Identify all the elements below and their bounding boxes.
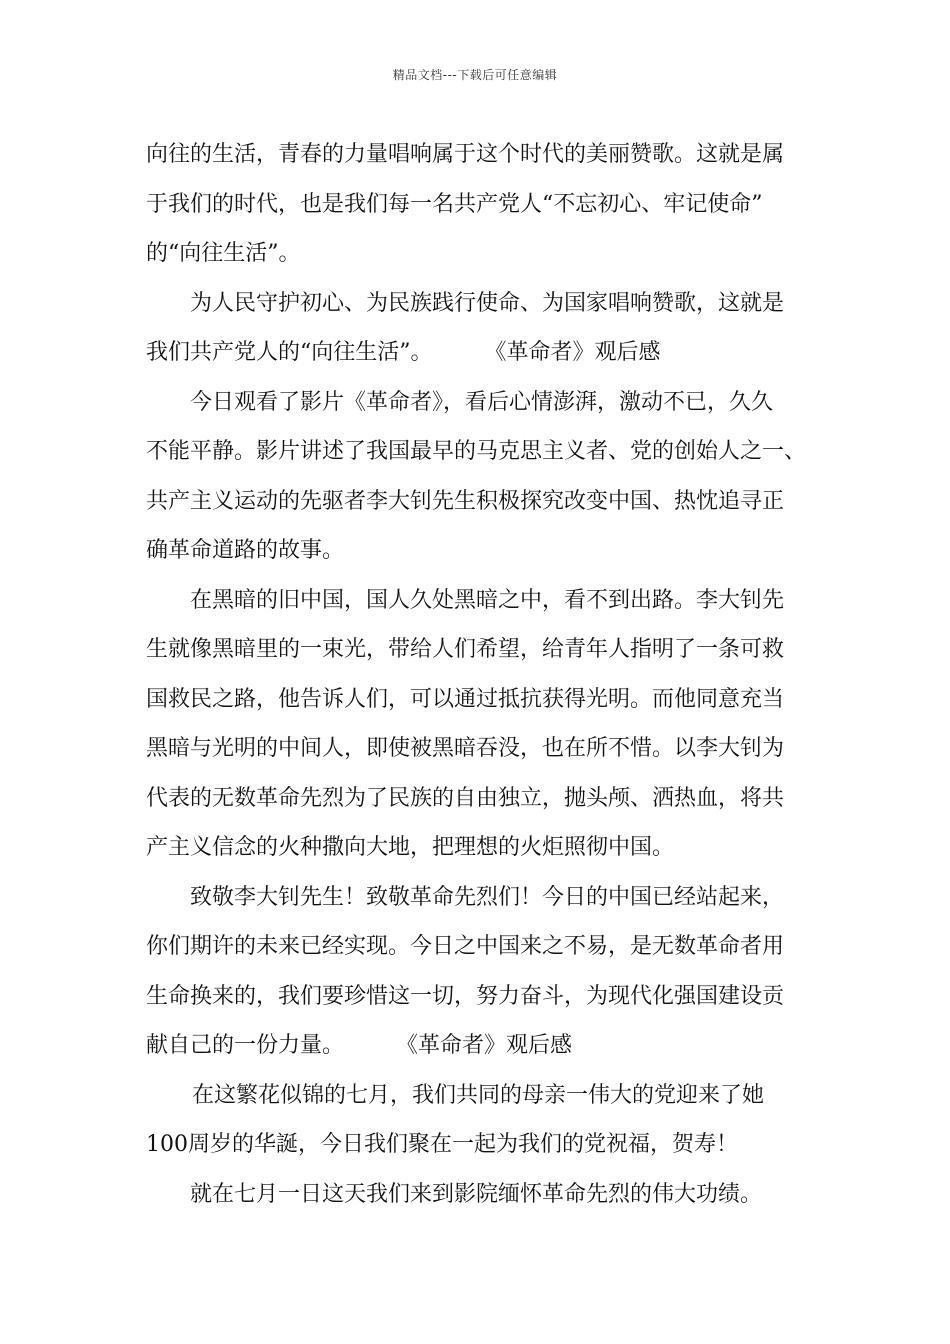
text-segment: 献自己的一份力量。 [146,1033,345,1058]
text-line-with-title [146,328,826,378]
text-line: 于我们的时代，也是我们每一名共产党人“不忘初心、牢记使命” [146,191,763,217]
text-line: 产主义信念的火种撒向大地，把理想的火炬照彻中国。 [146,835,675,860]
text-line: 生命换来的，我们要珍惜这一切，努力奋斗，为现代化强国建设贡 [146,983,785,1009]
text-line: 黑暗与光明的中间人，即使被黑暗吞没，也在所不惜。以李大钊为 [146,736,785,761]
text-line-with-title [146,1021,826,1071]
document-body [146,130,826,1219]
section-title: 《革命者》观后感 [484,340,661,365]
text-line: 100周岁的华誕，今日我们聚在一起为我们的党祝福，贺寿！ [146,1132,738,1157]
text-line: 国救民之路，他告诉人们，可以通过抵抗获得光明。而他同意充当 [146,686,785,712]
text-line: 代表的无数革命先烈为了民族的自由独立，抛头颅、洒热血，将共 [146,785,785,811]
text-line: 在这繁花似锦的七月，我们共同的母亲一伟大的党迎来了她 [192,1082,765,1108]
text-line: 共产主义运动的先驱者李大钊先生积极探究改变中国、热忱追寻正 [146,488,785,514]
text-line: 致敬李大钊先生！致敬革命先烈们！今日的中国已经站起来， [190,884,785,910]
text-line: 你们期许的未来已经实现。今日之中国来之不易，是无数革命者用 [146,934,785,959]
text-line: 就在七月一日这天我们来到影院缅怀革命先烈的伟大功绩。 [190,1181,763,1207]
section-title: 《革命者》观后感 [396,1033,573,1058]
text-line: 今日观看了影片《革命者》，看后心情澎湃，激动不已，久久 [190,389,774,415]
text-line: 的“向往生活”。 [146,241,301,266]
text-line: 为人民守护初心、为民族践行使命、为国家唱响赞歌，这就是 [190,290,785,316]
text-line: 在黑暗的旧中国，国人久处黑暗之中，看不到出路。李大钊先 [190,587,785,613]
text-line: 确革命道路的故事。 [146,538,345,563]
page-header: 精品文档---下载后可任意编辑 [392,68,558,82]
text-segment: 我们共产党人的“向往生活”。 [146,340,433,365]
text-line: 向往的生活，青春的力量唱响属于这个时代的美丽赞歌。这就是属 [146,142,785,167]
text-line: 生就像黑暗里的一束光，带给人们希望，给青年人指明了一条可救 [146,637,785,662]
text-line: 不能平静。影片讲述了我国最早的马克思主义者、党的创始人之一、 [146,439,807,464]
